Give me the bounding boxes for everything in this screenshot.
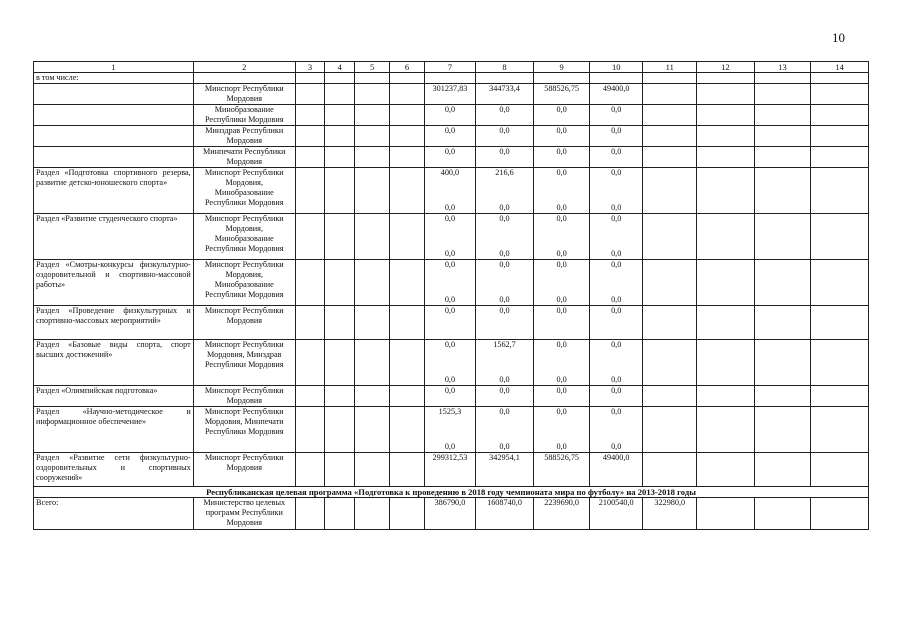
value-top: 1562,7 [493,340,516,349]
value-bottom: 0,0 [611,249,622,258]
value-bottom: 0,0 [611,375,622,384]
value-cell-c7 [425,260,476,306]
value-cell-c9 [534,386,590,407]
empty-cell [355,73,389,84]
value-top: 1525,3 [438,407,462,416]
value-top: 0,0 [611,386,622,395]
value-bottom: 0,0 [499,295,510,304]
value-top: 0,0 [556,105,567,114]
value-top: 344733,4 [489,84,520,93]
empty-cell [389,168,424,214]
header-col-13: 13 [754,62,811,73]
empty-cell [295,340,324,386]
empty-cell [355,306,389,340]
total-value-c10: 2100540,0 [589,498,643,530]
empty-cell [643,126,697,147]
empty-cell [643,260,697,306]
empty-cell [389,386,424,407]
authority-cell: Минспорт Республики Мордовия, Минобразование Республики Мордовия [193,260,295,306]
value-cell-c8 [475,84,534,105]
empty-cell [697,306,755,340]
empty-cell [295,168,324,214]
empty-cell [754,260,811,306]
value-top: 0,0 [444,214,456,223]
value-top: 0,0 [611,147,622,156]
empty-cell [811,306,869,340]
authority-cell: Минспорт Республики Мордовия, Минздрав Республики Мордовия [193,340,295,386]
header-col-2: 2 [193,62,295,73]
empty-cell [325,260,355,306]
empty-cell [355,105,389,126]
value-cell-c7 [425,214,476,260]
empty-cell [355,340,389,386]
empty-cell [389,73,424,84]
value-top: 0,0 [611,214,622,223]
value-bottom: 0,0 [499,203,510,212]
value-top: 0,0 [611,306,622,315]
value-top: 216,6 [495,168,514,177]
header-col-6: 6 [389,62,424,73]
empty-cell [325,147,355,168]
total-value-c8: 1608740,0 [475,498,534,530]
value-cell-c9 [534,340,590,386]
value-top: 0,0 [611,126,622,135]
empty-cell [355,214,389,260]
empty-cell [643,407,697,453]
empty-cell [295,73,324,84]
value-top: 0,0 [444,260,456,269]
empty-cell [355,407,389,453]
empty-cell [325,214,355,260]
empty-cell [295,126,324,147]
total-authority: Министерство целевых программ Республики Мордовия [193,498,295,530]
empty-cell [643,84,697,105]
value-bottom: 0,0 [556,295,567,304]
authority-cell: Минспорт Республики Мордовия [193,453,295,487]
empty-cell [697,126,755,147]
authority-cell: Минспорт Республики Мордовия [193,306,295,340]
value-top: 49400,0 [602,84,630,93]
empty-cell [295,147,324,168]
empty-cell [325,105,355,126]
value-bottom: 0,0 [556,203,567,212]
program-title: Республиканская целевая программа «Подготовка к проведению в 2018 году чемпионата мира по футболу» на 2013-2018 годы [34,487,869,498]
value-top: 0,0 [556,340,567,349]
empty-cell [389,105,424,126]
value-cell-c8 [475,147,534,168]
empty-cell [389,260,424,306]
empty-cell [389,214,424,260]
section-cell [34,147,194,168]
value-top: 0,0 [499,214,510,223]
empty-cell [295,214,324,260]
empty-cell [389,453,424,487]
header-col-4: 4 [325,62,355,73]
authority-cell: Минспорт Республики Мордовия [193,84,295,105]
empty-cell [754,105,811,126]
value-top: 301237,83 [432,84,468,93]
value-cell-c10 [589,105,643,126]
authority-cell [193,73,295,84]
value-cell-c8 [475,306,534,340]
value-bottom: 0,0 [499,375,510,384]
empty-cell [811,84,869,105]
empty-cell [811,340,869,386]
value-cell-c9 [534,73,590,84]
total-row [34,498,869,530]
empty-cell [325,84,355,105]
table-row [34,214,869,260]
value-top: 299312,53 [432,453,468,462]
empty-cell [643,73,697,84]
value-top: 0,0 [611,168,622,177]
empty-cell [389,126,424,147]
authority-cell: Минздрав Республики Мордовия [193,126,295,147]
empty-cell [643,306,697,340]
value-cell-c8 [475,168,534,214]
section-cell: Раздел «Развитие сети физкультурно-оздоровительных и спортивных сооружений» [34,453,194,487]
value-bottom: 0,0 [611,442,622,451]
empty-cell [697,168,755,214]
value-bottom: 0,0 [556,375,567,384]
empty-cell [389,306,424,340]
header-col-8: 8 [475,62,534,73]
value-bottom: 0,0 [499,442,510,451]
empty-cell [355,147,389,168]
total-label: Всего: [34,498,194,530]
empty-cell [643,340,697,386]
value-cell-c9 [534,306,590,340]
section-cell: Раздел «Научно-методическое и информационное обеспечение» [34,407,194,453]
section-cell: Раздел «Подготовка спортивного резерва, развитие детско-юношеского спорта» [34,168,194,214]
value-bottom: 0,0 [611,295,622,304]
value-top: 588526,75 [544,453,580,462]
empty-cell [295,453,324,487]
page-number: 10 [832,30,845,45]
value-cell-c10 [589,407,643,453]
total-value-c9: 2239690,0 [534,498,590,530]
table-row [34,168,869,214]
value-cell-c7 [425,407,476,453]
value-top: 0,0 [444,126,456,135]
section-cell: Раздел «Развитие студенческого спорта» [34,214,194,260]
section-cell [34,105,194,126]
value-top: 0,0 [556,407,567,416]
empty-cell [697,498,755,530]
empty-cell [355,386,389,407]
table-row [34,340,869,386]
value-bottom: 0,0 [611,203,622,212]
table-row [34,73,869,84]
empty-cell [295,498,324,530]
empty-cell [754,453,811,487]
authority-cell: Минобразование Республики Мордовия [193,105,295,126]
empty-cell [295,306,324,340]
empty-cell [697,84,755,105]
table-row [34,126,869,147]
value-cell-c7 [425,340,476,386]
empty-cell [355,168,389,214]
value-cell-c9 [534,260,590,306]
empty-cell [811,214,869,260]
table-row [34,453,869,487]
empty-cell [389,407,424,453]
section-cell: в том числе: [34,73,194,84]
value-cell-c7 [425,105,476,126]
value-cell-c8 [475,73,534,84]
value-cell-c8 [475,105,534,126]
value-bottom: 0,0 [444,203,456,212]
empty-cell [643,168,697,214]
empty-cell [811,147,869,168]
value-cell-c10 [589,147,643,168]
empty-cell [754,407,811,453]
value-cell-c9 [534,214,590,260]
empty-cell [295,260,324,306]
value-top: 0,0 [556,306,567,315]
empty-cell [325,498,355,530]
value-top: 0,0 [556,126,567,135]
value-top: 0,0 [499,306,510,315]
empty-cell [295,407,324,453]
empty-cell [754,73,811,84]
empty-cell [325,126,355,147]
authority-cell: Минспорт Республики Мордовия [193,386,295,407]
empty-cell [325,386,355,407]
empty-cell [754,84,811,105]
value-cell-c7 [425,386,476,407]
funding-table [33,61,869,530]
header-row [34,62,869,73]
table-row [34,105,869,126]
empty-cell [643,147,697,168]
empty-cell [295,386,324,407]
value-top: 0,0 [556,214,567,223]
authority-cell: Минспорт Республики Мордовия, Минпечати Республики Мордовия [193,407,295,453]
empty-cell [697,386,755,407]
empty-cell [643,386,697,407]
table-row [34,306,869,340]
empty-cell [754,306,811,340]
empty-cell [295,105,324,126]
value-bottom: 0,0 [556,249,567,258]
empty-cell [355,84,389,105]
header-col-3: 3 [295,62,324,73]
header-col-7: 7 [425,62,476,73]
value-cell-c10 [589,260,643,306]
authority-cell: Минспорт Республики Мордовия, Минобразование Республики Мордовия [193,168,295,214]
section-cell [34,84,194,105]
value-cell-c8 [475,386,534,407]
table-row [34,260,869,306]
empty-cell [389,147,424,168]
empty-cell [811,73,869,84]
value-cell-c7 [425,453,476,487]
value-top: 0,0 [499,147,510,156]
value-bottom: 0,0 [444,249,456,258]
value-top: 0,0 [611,340,622,349]
value-top: 0,0 [444,340,456,349]
value-cell-c9 [534,126,590,147]
empty-cell [325,168,355,214]
empty-cell [754,147,811,168]
empty-cell [355,260,389,306]
program-title-row [34,487,869,498]
value-top: 0,0 [556,147,567,156]
value-cell-c10 [589,73,643,84]
authority-cell: Минспорт Республики Мордовия, Минобразование Республики Мордовия [193,214,295,260]
empty-cell [325,453,355,487]
value-top: 0,0 [611,260,622,269]
empty-cell [754,168,811,214]
value-cell-c9 [534,453,590,487]
empty-cell [325,73,355,84]
value-bottom: 0,0 [444,375,456,384]
empty-cell [697,260,755,306]
value-cell-c8 [475,214,534,260]
value-cell-c8 [475,126,534,147]
table-row [34,147,869,168]
empty-cell [389,498,424,530]
value-bottom: 0,0 [556,442,567,451]
header-col-12: 12 [697,62,755,73]
empty-cell [697,214,755,260]
value-cell-c7 [425,306,476,340]
empty-cell [643,214,697,260]
value-cell-c10 [589,214,643,260]
value-cell-c7 [425,126,476,147]
value-top: 400,0 [440,168,460,177]
value-cell-c8 [475,407,534,453]
header-col-5: 5 [355,62,389,73]
value-cell-c9 [534,105,590,126]
empty-cell [389,84,424,105]
value-cell-c8 [475,340,534,386]
value-top: 0,0 [499,260,510,269]
empty-cell [697,453,755,487]
value-cell-c7 [425,73,476,84]
section-cell: Раздел «Проведение физкультурных и спортивно-массовых мероприятий» [34,306,194,340]
empty-cell [754,498,811,530]
section-cell: Раздел «Олимпийская подготовка» [34,386,194,407]
value-bottom: 0,0 [444,442,456,451]
empty-cell [754,214,811,260]
empty-cell [325,407,355,453]
empty-cell [643,453,697,487]
value-top: 49400,0 [602,453,630,462]
value-bottom: 0,0 [499,249,510,258]
header-col-9: 9 [534,62,590,73]
value-cell-c10 [589,84,643,105]
value-cell-c7 [425,168,476,214]
value-cell-c8 [475,453,534,487]
empty-cell [355,498,389,530]
value-top: 0,0 [444,147,456,156]
empty-cell [811,407,869,453]
value-top: 0,0 [444,306,456,315]
value-cell-c10 [589,386,643,407]
empty-cell [754,386,811,407]
empty-cell [811,168,869,214]
value-top: 0,0 [611,407,622,416]
value-top: 0,0 [499,126,510,135]
value-top: 342954,1 [489,453,520,462]
authority-cell: Минпечати Республики Мордовия [193,147,295,168]
empty-cell [355,126,389,147]
section-cell [34,126,194,147]
value-cell-c8 [475,260,534,306]
empty-cell [754,340,811,386]
empty-cell [389,340,424,386]
value-cell-c9 [534,407,590,453]
value-top: 0,0 [499,386,510,395]
value-cell-c10 [589,168,643,214]
value-bottom: 0,0 [444,295,456,304]
empty-cell [811,260,869,306]
value-cell-c9 [534,84,590,105]
value-cell-c10 [589,453,643,487]
value-top: 588526,75 [544,84,580,93]
value-cell-c9 [534,168,590,214]
empty-cell [811,498,869,530]
total-value-c7: 386790,0 [425,498,476,530]
empty-cell [697,73,755,84]
value-cell-c10 [589,306,643,340]
header-col-11: 11 [643,62,697,73]
value-top: 0,0 [556,260,567,269]
empty-cell [355,453,389,487]
value-top: 0,0 [444,386,456,395]
empty-cell [325,306,355,340]
empty-cell [811,126,869,147]
header-col-1: 1 [34,62,194,73]
empty-cell [754,126,811,147]
value-top: 0,0 [499,407,510,416]
empty-cell [811,453,869,487]
empty-cell [643,105,697,126]
empty-cell [697,340,755,386]
value-cell-c10 [589,340,643,386]
empty-cell [697,147,755,168]
table-row [34,407,869,453]
value-top: 0,0 [611,105,622,114]
section-cell: Раздел «Базовые виды спорта, спорт высших достижений» [34,340,194,386]
value-top: 0,0 [556,168,567,177]
section-cell: Раздел «Смотры-конкурсы физкультурно-оздоровительной и спортивно-массовой работы» [34,260,194,306]
empty-cell [811,105,869,126]
value-top: 0,0 [556,386,567,395]
value-top: 0,0 [499,105,510,114]
total-value-c11: 322980,0 [643,498,697,530]
header-col-14: 14 [811,62,869,73]
header-col-10: 10 [589,62,643,73]
empty-cell [295,84,324,105]
value-cell-c7 [425,84,476,105]
table-row [34,84,869,105]
value-cell-c10 [589,126,643,147]
value-top: 0,0 [444,105,456,114]
empty-cell [697,407,755,453]
table-row [34,386,869,407]
value-cell-c7 [425,147,476,168]
empty-cell [697,105,755,126]
empty-cell [811,386,869,407]
empty-cell [325,340,355,386]
value-cell-c9 [534,147,590,168]
